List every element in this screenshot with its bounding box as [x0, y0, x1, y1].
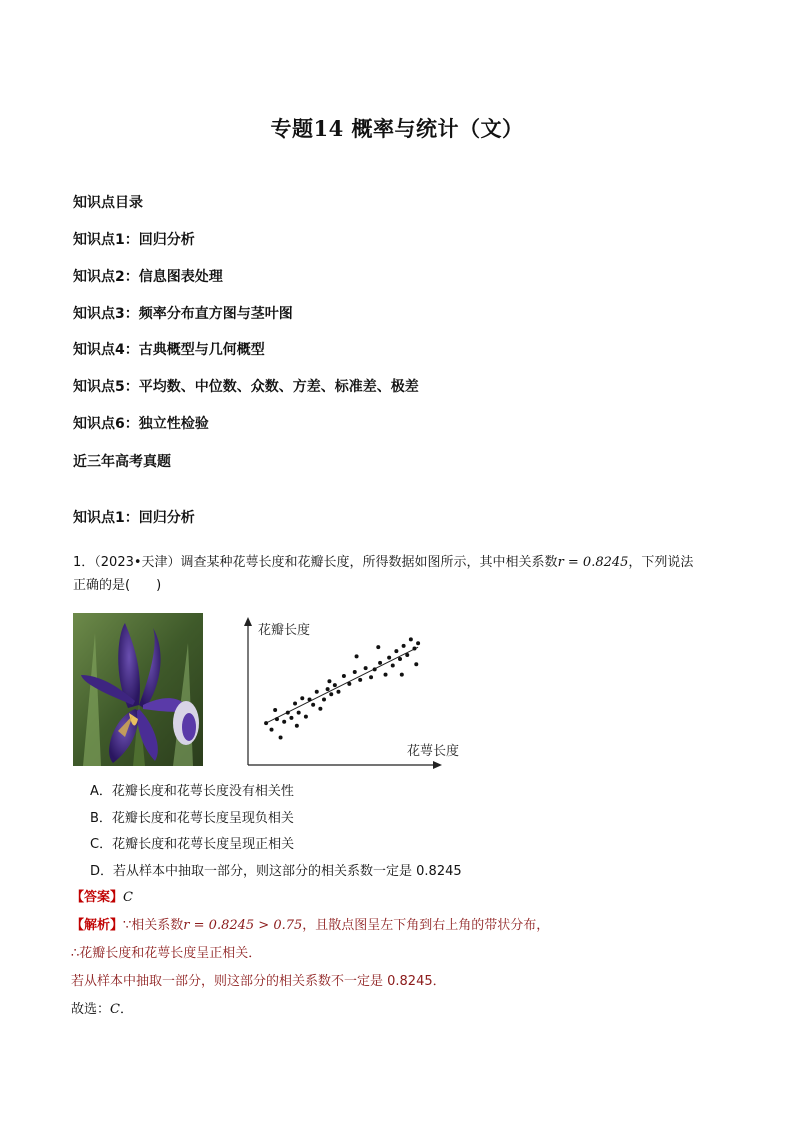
solution-text-4a: 故选：: [71, 1002, 111, 1017]
scatter-point: [398, 657, 402, 661]
scatter-point: [394, 649, 398, 653]
answer-line: [71, 886, 133, 905]
scatter-point: [293, 701, 297, 705]
scatter-point: [327, 679, 331, 683]
scatter-point: [347, 682, 351, 686]
scatter-point: [376, 645, 380, 649]
toc-item-2[interactable]: 知识点2：信息图表处理: [73, 269, 223, 285]
question-stem-line2: 正确的是( ): [73, 577, 162, 593]
solution-line-1: [71, 914, 549, 933]
scatter-point: [373, 667, 377, 671]
scatter-point: [405, 653, 409, 657]
scatter-point: [402, 644, 406, 648]
scatter-point: [333, 683, 337, 687]
answer-tag: 【答案】: [71, 890, 124, 905]
scatter-point: [304, 715, 308, 719]
solution-choice: C: [110, 1002, 120, 1017]
scatter-point: [387, 656, 391, 660]
y-axis-label: 花瓣长度: [258, 623, 311, 638]
y-axis-arrow: [244, 617, 252, 626]
iris-flower-photo: [73, 613, 203, 766]
scatter-point: [289, 716, 293, 720]
answer-value: C: [123, 890, 133, 905]
solution-text-4b: ．: [119, 1002, 133, 1017]
question-stem-a: 调查某种花萼长度和花瓣长度，所得数据如图所示，其中相关系数: [180, 555, 558, 570]
scatter-point: [286, 711, 290, 715]
scatter-point: [326, 687, 330, 691]
solution-line-3: 若从样本中抽取一部分，则这部分的相关系数不一定是 0.8245．: [71, 974, 446, 989]
toc-item-5[interactable]: 知识点5：平均数、中位数、众数、方差、标准差、极差: [73, 379, 419, 395]
solution-line-2: ∴花瓣长度和花萼长度呈正相关．: [71, 946, 262, 961]
scatter-point: [416, 641, 420, 645]
scatter-point: [369, 675, 373, 679]
scatter-point: [273, 708, 277, 712]
option-a[interactable]: A．花瓣长度和花萼长度没有相关性: [90, 784, 294, 799]
scatter-point: [412, 646, 416, 650]
scatter-point: [311, 703, 315, 707]
scatter-point: [315, 690, 319, 694]
solution-text-1b: ，且散点图呈左下角到右上角的带状分布，: [302, 918, 550, 933]
page-title: 专题14 概率与统计（文）: [270, 116, 524, 141]
scatter-point: [279, 736, 283, 740]
scatter-point: [414, 662, 418, 666]
solution-r-expression: r = 0.8245 > 0.75: [183, 918, 303, 933]
question-number: 1．: [73, 555, 95, 570]
r-expression: r = 0.8245: [557, 555, 629, 570]
scatter-point: [282, 720, 286, 724]
scatter-point: [342, 674, 346, 678]
scatter-point: [358, 678, 362, 682]
section-heading: 知识点1：回归分析: [73, 510, 195, 526]
toc-item-1[interactable]: 知识点1：回归分析: [73, 232, 195, 248]
scatter-point: [275, 717, 279, 721]
scatter-point: [355, 654, 359, 658]
solution-tag: 【解析】: [71, 918, 124, 933]
scatter-point: [318, 707, 322, 711]
x-axis-arrow: [433, 761, 442, 769]
scatter-point: [300, 696, 304, 700]
scatter-point: [400, 673, 404, 677]
toc-item-6[interactable]: 知识点6：独立性检验: [73, 416, 209, 432]
scatter-point: [295, 724, 299, 728]
question-source: （2023•天津）: [94, 555, 181, 570]
scatter-point: [378, 661, 382, 665]
scatter-point: [336, 690, 340, 694]
scatter-point: [270, 728, 274, 732]
scatter-point: [384, 673, 388, 677]
scatter-point: [322, 698, 326, 702]
option-c[interactable]: C．花瓣长度和花萼长度呈现正相关: [90, 837, 295, 852]
question-stem: [73, 552, 733, 598]
option-b[interactable]: B．花瓣长度和花萼长度呈现负相关: [90, 811, 294, 826]
toc-item-4[interactable]: 知识点4：古典概型与几何概型: [73, 342, 265, 358]
toc-item-3[interactable]: 知识点3：频率分布直方图与茎叶图: [73, 306, 293, 322]
toc-item-7[interactable]: 近三年高考真题: [73, 454, 171, 470]
scatter-point: [391, 664, 395, 668]
option-d[interactable]: D．若从样本中抽取一部分，则这部分的相关系数一定是 0.8245: [90, 864, 462, 879]
question-stem-b: ，下列说法: [628, 555, 694, 570]
scatter-point: [329, 692, 333, 696]
scatter-chart: [238, 615, 460, 775]
solution-text-1a: ∵相关系数: [123, 918, 184, 933]
scatter-point: [297, 711, 301, 715]
scatter-point: [364, 666, 368, 670]
toc-heading: 知识点目录: [73, 195, 143, 211]
scatter-point: [353, 670, 357, 674]
scatter-point: [264, 721, 268, 725]
solution-line-4: [71, 998, 133, 1017]
scatter-point: [308, 698, 312, 702]
x-axis-label: 花萼长度: [407, 744, 460, 759]
scatter-point: [409, 637, 413, 641]
